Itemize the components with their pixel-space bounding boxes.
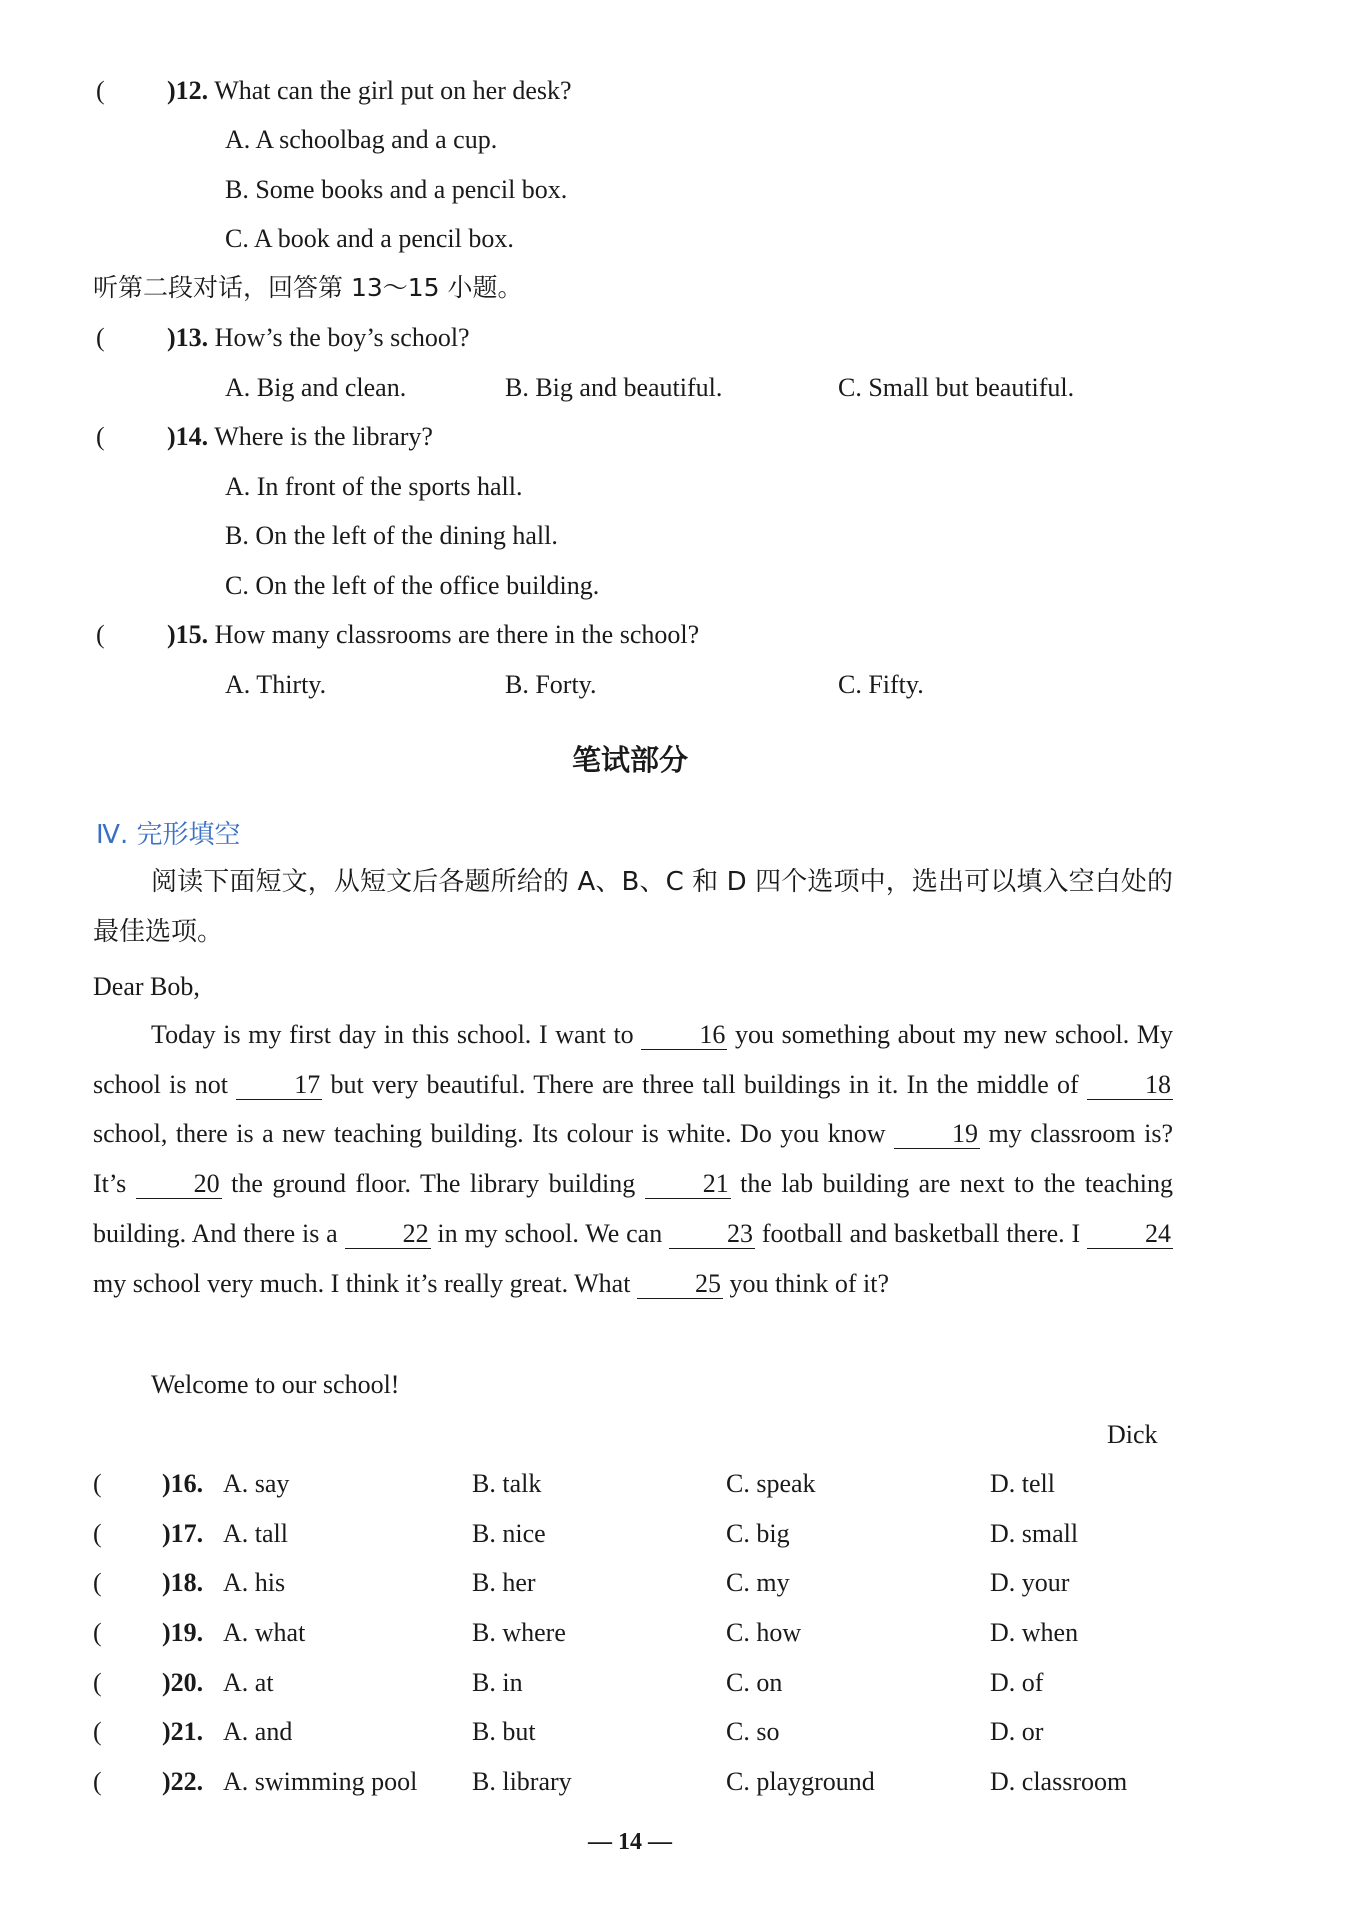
question-text: How many classrooms are there in the school? bbox=[214, 620, 700, 649]
blank-17: 17 bbox=[236, 1071, 322, 1100]
question-number: )14. bbox=[167, 422, 209, 451]
option-d: D. tell bbox=[990, 1469, 1055, 1498]
option-c: C. A book and a pencil box. bbox=[225, 224, 514, 253]
passage-text: my school very much. I think it’s really great. What bbox=[93, 1268, 637, 1298]
question-number: )18. bbox=[162, 1568, 204, 1597]
written-section-title: 笔试部分 bbox=[571, 743, 688, 777]
option-a: A. swimming pool bbox=[223, 1767, 418, 1796]
option-b: B. her bbox=[472, 1568, 536, 1597]
passage-text: school, there is a new teaching building. Its colour is white. Do you know bbox=[93, 1119, 895, 1149]
blank-24: 24 bbox=[1087, 1220, 1173, 1249]
question-number: )20. bbox=[162, 1668, 204, 1697]
question-number: )19. bbox=[162, 1618, 204, 1647]
blank-23: 23 bbox=[669, 1220, 755, 1249]
passage-text: the lab building are next to the teaching building. And there is a bbox=[93, 1169, 1173, 1248]
question-number: )13. bbox=[167, 323, 209, 352]
blank-20: 20 bbox=[136, 1170, 222, 1199]
passage-text: you think of it? bbox=[722, 1268, 890, 1298]
answer-paren: ( bbox=[93, 1668, 102, 1697]
option-a: A. say bbox=[223, 1469, 290, 1498]
blank-18: 18 bbox=[1087, 1071, 1173, 1100]
page-number: — 14 — bbox=[588, 1829, 672, 1855]
blank-16: 16 bbox=[641, 1021, 727, 1050]
passage-text: but very beautiful. There are three tall buildings in it. In the middle of bbox=[322, 1069, 1087, 1099]
option-b: B. in bbox=[472, 1668, 523, 1697]
option-d: D. your bbox=[990, 1568, 1070, 1597]
answer-paren: ( bbox=[93, 1568, 102, 1597]
passage-text: you something about my new school. My school is not bbox=[93, 1020, 1173, 1099]
option-b: B. where bbox=[472, 1618, 566, 1647]
option-c: C. Fifty. bbox=[838, 670, 924, 699]
option-a: A. A schoolbag and a cup. bbox=[225, 125, 498, 154]
question-15 bbox=[167, 618, 699, 652]
option-b: B. but bbox=[472, 1717, 536, 1746]
question-number: )17. bbox=[162, 1519, 204, 1548]
option-a: A. at bbox=[223, 1668, 274, 1697]
letter-closing: Welcome to our school! bbox=[151, 1370, 400, 1399]
option-a: A. Big and clean. bbox=[225, 373, 407, 402]
cloze-heading: Ⅳ. 完形填空 bbox=[96, 820, 241, 850]
blank-22: 22 bbox=[345, 1220, 431, 1249]
option-c: C. how bbox=[726, 1618, 802, 1647]
question-number: )22. bbox=[162, 1767, 204, 1796]
cloze-passage bbox=[93, 1010, 1173, 1308]
option-c: C. on bbox=[726, 1668, 783, 1697]
answer-paren: ( bbox=[93, 1519, 102, 1548]
question-number: )16. bbox=[162, 1469, 204, 1498]
cloze-instruction: 阅读下面短文，从短文后各题所给的 A、B、C 和 D 四个选项中，选出可以填入空白处的最佳选项。 bbox=[93, 867, 1173, 947]
option-c: C. On the left of the office building. bbox=[225, 571, 600, 600]
option-c: C. playground bbox=[726, 1767, 875, 1796]
blank-19: 19 bbox=[894, 1120, 980, 1149]
option-a: A. his bbox=[223, 1568, 286, 1597]
question-text: What can the girl put on her desk? bbox=[214, 76, 572, 105]
option-a: A. In front of the sports hall. bbox=[225, 472, 523, 501]
answer-paren: ( bbox=[93, 1767, 102, 1796]
option-b: B. library bbox=[472, 1767, 572, 1796]
answer-paren: ( bbox=[96, 76, 105, 105]
option-a: A. Thirty. bbox=[225, 670, 327, 699]
option-a: A. and bbox=[223, 1717, 293, 1746]
question-14 bbox=[167, 420, 433, 454]
answer-paren: ( bbox=[96, 620, 105, 649]
answer-paren: ( bbox=[96, 323, 105, 352]
option-c: C. my bbox=[726, 1568, 790, 1597]
option-d: D. or bbox=[990, 1717, 1044, 1746]
letter-signature: Dick bbox=[1107, 1420, 1158, 1449]
question-number: )12. bbox=[167, 76, 209, 105]
question-text: Where is the library? bbox=[214, 422, 433, 451]
option-c: C. big bbox=[726, 1519, 790, 1548]
passage-text: football and basketball there. I bbox=[755, 1218, 1087, 1248]
blank-25: 25 bbox=[637, 1270, 723, 1299]
option-d: D. small bbox=[990, 1519, 1079, 1548]
option-c: C. Small but beautiful. bbox=[838, 373, 1075, 402]
option-c: C. speak bbox=[726, 1469, 816, 1498]
option-b: B. Big and beautiful. bbox=[505, 373, 723, 402]
answer-paren: ( bbox=[96, 422, 105, 451]
listening-instruction: 听第二段对话，回答第 13～15 小题。 bbox=[93, 273, 523, 302]
question-number: )21. bbox=[162, 1717, 204, 1746]
blank-21: 21 bbox=[645, 1170, 731, 1199]
question-12 bbox=[167, 74, 572, 108]
question-number: )15. bbox=[167, 620, 209, 649]
question-text: How’s the boy’s school? bbox=[214, 323, 470, 352]
answer-paren: ( bbox=[93, 1469, 102, 1498]
option-c: C. so bbox=[726, 1717, 780, 1746]
option-a: A. tall bbox=[223, 1519, 288, 1548]
option-d: D. classroom bbox=[990, 1767, 1128, 1796]
passage-text: the ground floor. The library building bbox=[221, 1169, 645, 1199]
letter-greeting: Dear Bob, bbox=[93, 972, 200, 1001]
passage-text: my classroom is? It’s bbox=[93, 1119, 1173, 1199]
option-a: A. what bbox=[223, 1618, 306, 1647]
question-13 bbox=[167, 321, 470, 355]
option-b: B. talk bbox=[472, 1469, 542, 1498]
option-b: B. On the left of the dining hall. bbox=[225, 521, 558, 550]
option-b: B. nice bbox=[472, 1519, 546, 1548]
option-d: D. of bbox=[990, 1668, 1044, 1697]
passage-text: in my school. We can bbox=[430, 1218, 670, 1248]
option-b: B. Forty. bbox=[505, 670, 597, 699]
option-b: B. Some books and a pencil box. bbox=[225, 175, 568, 204]
option-d: D. when bbox=[990, 1618, 1079, 1647]
answer-paren: ( bbox=[93, 1717, 102, 1746]
passage-text: Today is my first day in this school. I want to bbox=[151, 1020, 642, 1049]
answer-paren: ( bbox=[93, 1618, 102, 1647]
